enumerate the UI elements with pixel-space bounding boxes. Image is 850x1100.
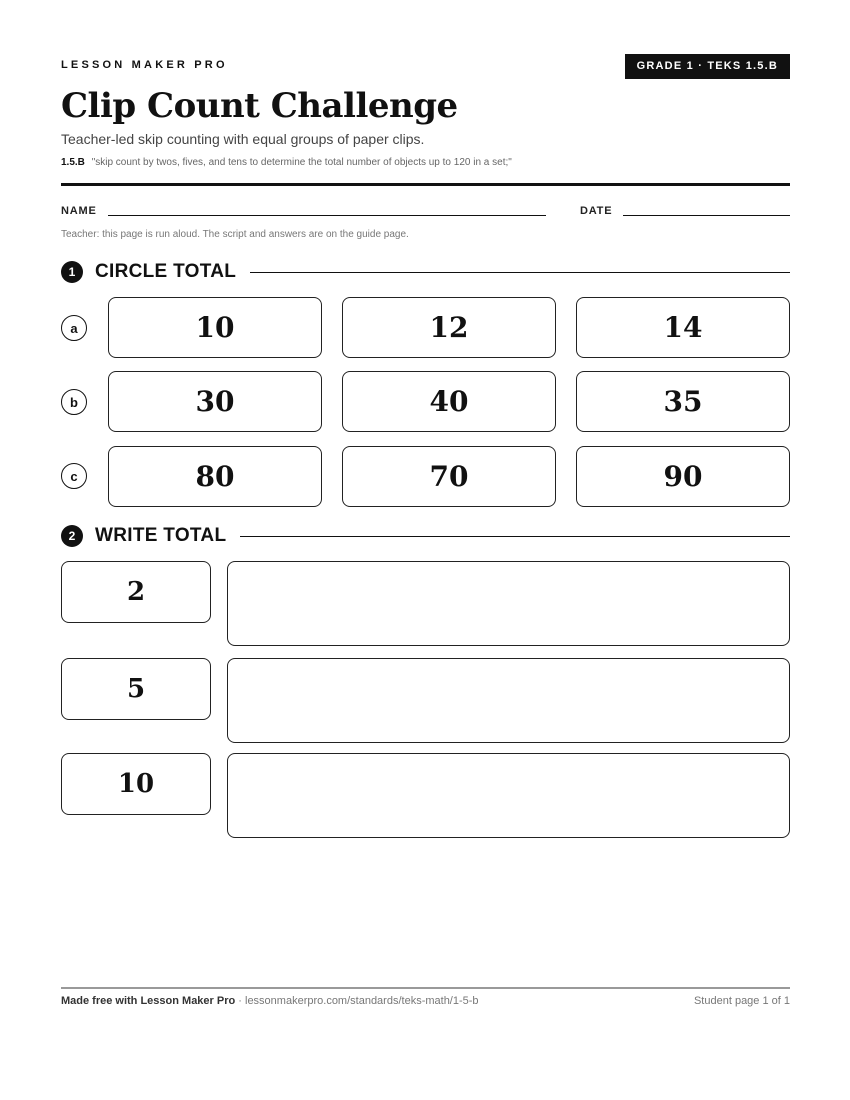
answer-box[interactable]: [227, 753, 790, 838]
choice-box[interactable]: 70: [342, 446, 556, 507]
section-circle-total-header: [61, 260, 790, 284]
footer-made-with: Made free with Lesson Maker Pro: [61, 995, 236, 1007]
answer-box[interactable]: [227, 561, 790, 646]
section-number: 1: [61, 261, 83, 283]
section-number: 2: [61, 525, 83, 547]
header-divider: [61, 183, 790, 186]
worksheet-page: [61, 0, 790, 1100]
footer-page-label: Student page 1 of 1: [693, 995, 790, 1007]
choice-box[interactable]: 14: [576, 297, 790, 358]
choice-box[interactable]: 35: [576, 371, 790, 432]
choice-box[interactable]: 40: [342, 371, 556, 432]
date-label: DATE: [580, 205, 613, 217]
answer-box[interactable]: [227, 658, 790, 743]
brand-name: LESSON MAKER PRO: [61, 59, 228, 71]
group-size-box: 10: [61, 753, 211, 815]
row-letter-c: c: [61, 463, 87, 489]
standard-code: 1.5.B: [61, 157, 85, 168]
standard-line: [61, 157, 512, 168]
footer-divider: [61, 987, 790, 989]
section-title: WRITE TOTAL: [95, 525, 227, 546]
group-size-box: 2: [61, 561, 211, 623]
teacher-note: Teacher: this page is run aloud. The script and answers are on the guide page.: [61, 229, 409, 240]
footer-credit: [61, 995, 479, 1007]
grade-badge: GRADE 1 · TEKS 1.5.B: [625, 54, 790, 79]
date-field[interactable]: [623, 215, 790, 216]
section-rule: [250, 272, 790, 273]
name-label: NAME: [61, 205, 97, 217]
footer-url[interactable]: lessonmakerpro.com/standards/teks-math/1-5-b: [245, 995, 479, 1007]
choice-box[interactable]: 12: [342, 297, 556, 358]
section-rule: [240, 536, 790, 537]
choice-box[interactable]: 10: [108, 297, 322, 358]
footer-separator: ·: [235, 995, 245, 1007]
worksheet-title: Clip Count Challenge: [61, 86, 458, 126]
name-field[interactable]: [108, 215, 546, 216]
group-size-box: 5: [61, 658, 211, 720]
choice-box[interactable]: 30: [108, 371, 322, 432]
worksheet-subtitle: Teacher-led skip counting with equal groups of paper clips.: [61, 131, 425, 147]
choice-box[interactable]: 80: [108, 446, 322, 507]
choice-box[interactable]: 90: [576, 446, 790, 507]
row-letter-a: a: [61, 315, 87, 341]
row-letter-b: b: [61, 389, 87, 415]
standard-text: "skip count by twos, fives, and tens to determine the total number of objects up to 120 in a set;": [91, 157, 512, 168]
section-write-total-header: [61, 524, 790, 548]
section-title: CIRCLE TOTAL: [95, 261, 237, 282]
